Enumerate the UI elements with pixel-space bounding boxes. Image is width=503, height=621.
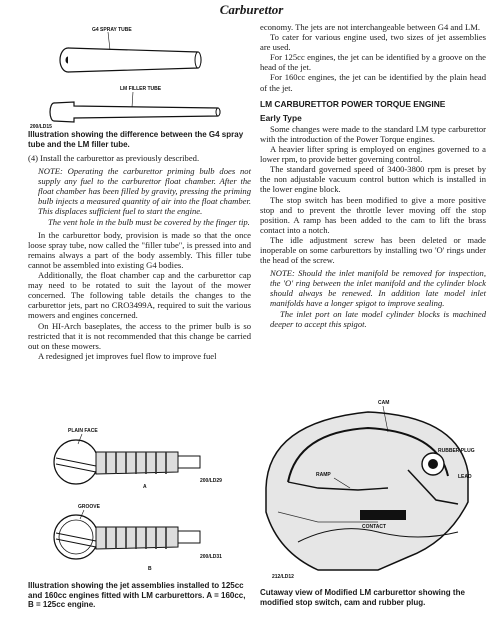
cam-label: CAM [378, 400, 390, 406]
label-a: A [143, 484, 147, 490]
para-jet: A redesigned jet improves fuel flow to improve fuel [38, 350, 217, 361]
para-filler-tube: In the carburettor body, provision is made so that the once loose spray tube, now called the "filler tube", is pressed into and remains always a part of the body assembly. This filler tube cannot be assembled into existing G4 bodies. [28, 229, 251, 270]
jets-figure [28, 422, 250, 580]
note-vent-text: The vent hole in the bulb must be covered by the finger tip. [48, 216, 250, 227]
tubes-figure [28, 22, 248, 130]
para-125cc: For 125cc engines, the jet can be identified by a groove on the head of the jet. [260, 52, 486, 73]
section-heading: LM CARBURETTOR POWER TORQUE ENGINE [260, 98, 446, 109]
para-160cc: For 160cc engines, the jet can be identified by the plain head of the jet. [260, 72, 486, 93]
jet-b-drawing [54, 515, 200, 559]
right-column [260, 22, 486, 332]
left-column [28, 150, 251, 361]
note-manifold-text: NOTE: Should the inlet manifold be removed for inspection, the 'O' ring between the inlet manifold and the cylinder block should always be renewed. In addition late model inlet manifolds have a longer spigot to improve sealing. [270, 268, 486, 309]
para-stop-switch: The stop switch has been modified to give a more positive stop and to prevent the throttle lever moving off the stop position. A ramp has been added to the cam to lift the brass contact into a notch. [260, 194, 486, 235]
plain-face-label: PLAIN FACE [68, 428, 98, 434]
note-priming-text: NOTE: Operating the carburettor priming bulb does not supply any fuel to the carburettor float chamber. After the float chamber has been filled by gravity, pressing the priming bulb injects a measured quantity of air into the float chamber. This displaces sufficient fuel to start the engine. [38, 166, 251, 217]
figure-code: 200/LD15 [30, 124, 52, 130]
cutaway-caption: Cutaway view of Modified LM carburettor showing the modified stop switch, cam and rubber plug. [260, 588, 465, 607]
carburettor-cutaway-drawing [266, 412, 468, 570]
lead-label: LEAD [458, 474, 472, 480]
rubber-plug-label: RUBBER PLUG [438, 448, 475, 454]
contact-label: CONTACT [362, 524, 387, 530]
para-economy: economy. The jets are not interchangeable between G4 and LM. [260, 22, 481, 32]
para-hi-arch: On HI-Arch baseplates, the access to the primer bulb is so restricted that it is not recommended that this change be carried out on these mowers. [28, 320, 251, 351]
g4-spray-tube-drawing [60, 32, 201, 72]
label-b: B [148, 566, 152, 572]
lm-label: LM FILLER TUBE [120, 86, 162, 92]
para-lifter-spring: A heavier lifter spring is employed on engines governed to a lower rpm, to provide better governing control. [260, 144, 486, 165]
g4-label: G4 SPRAY TUBE [92, 27, 132, 33]
para-sizes: To cater for various engine used, two sizes of jet assemblies are used. [260, 32, 486, 53]
cutaway-figure [258, 392, 490, 584]
para-governed-speed: The standard governed speed of 3400-3800 rpm is preset by the non adjustable vacuum control button which is installed in the lower engine block. [260, 164, 486, 195]
tubes-caption: Illustration showing the difference between the G4 spray tube and the LM filler tube. [28, 130, 244, 149]
lm-filler-tube-drawing [50, 92, 220, 122]
step-4: (4) Install the carburettor as previously described. [28, 153, 200, 163]
section-subheading: Early Type [260, 112, 302, 123]
code-b: 200/LD31 [200, 554, 222, 560]
jets-caption: Illustration showing the jet assemblies installed to 125cc and 160cc engines fitted with LM carburettors. A = 160cc, B = 125cc engine. [28, 581, 246, 609]
groove-label: GROOVE [78, 504, 100, 510]
para-changes: Some changes were made to the standard LM type carburettor with the introduction of the Power Torque engines. [260, 123, 486, 144]
note-manifold [270, 268, 486, 329]
note-inlet-text: The inlet port on late model cylinder blocks is machined deeper to accept this spigot. [270, 308, 486, 329]
code-a: 200/LD29 [200, 478, 222, 484]
page-title: Carburettor [219, 2, 284, 17]
cutaway-code: 212/LD12 [272, 574, 294, 580]
jet-a-drawing [54, 440, 200, 484]
ramp-label: RAMP [316, 472, 331, 478]
para-idle-screw: The idle adjustment screw has been deleted or made inoperable on some carburettors by installing two 'O' rings under the head of the screw. [260, 234, 486, 266]
note-priming [38, 166, 251, 227]
para-rotation: Additionally, the float chamber cap and the carburettor cap may need to be rotated to suit the layout of the mower concerned. The following table details the changes to the carburettor jets, part no CRO3499A, required to suit the various mowers and engines concerned. [28, 270, 251, 321]
